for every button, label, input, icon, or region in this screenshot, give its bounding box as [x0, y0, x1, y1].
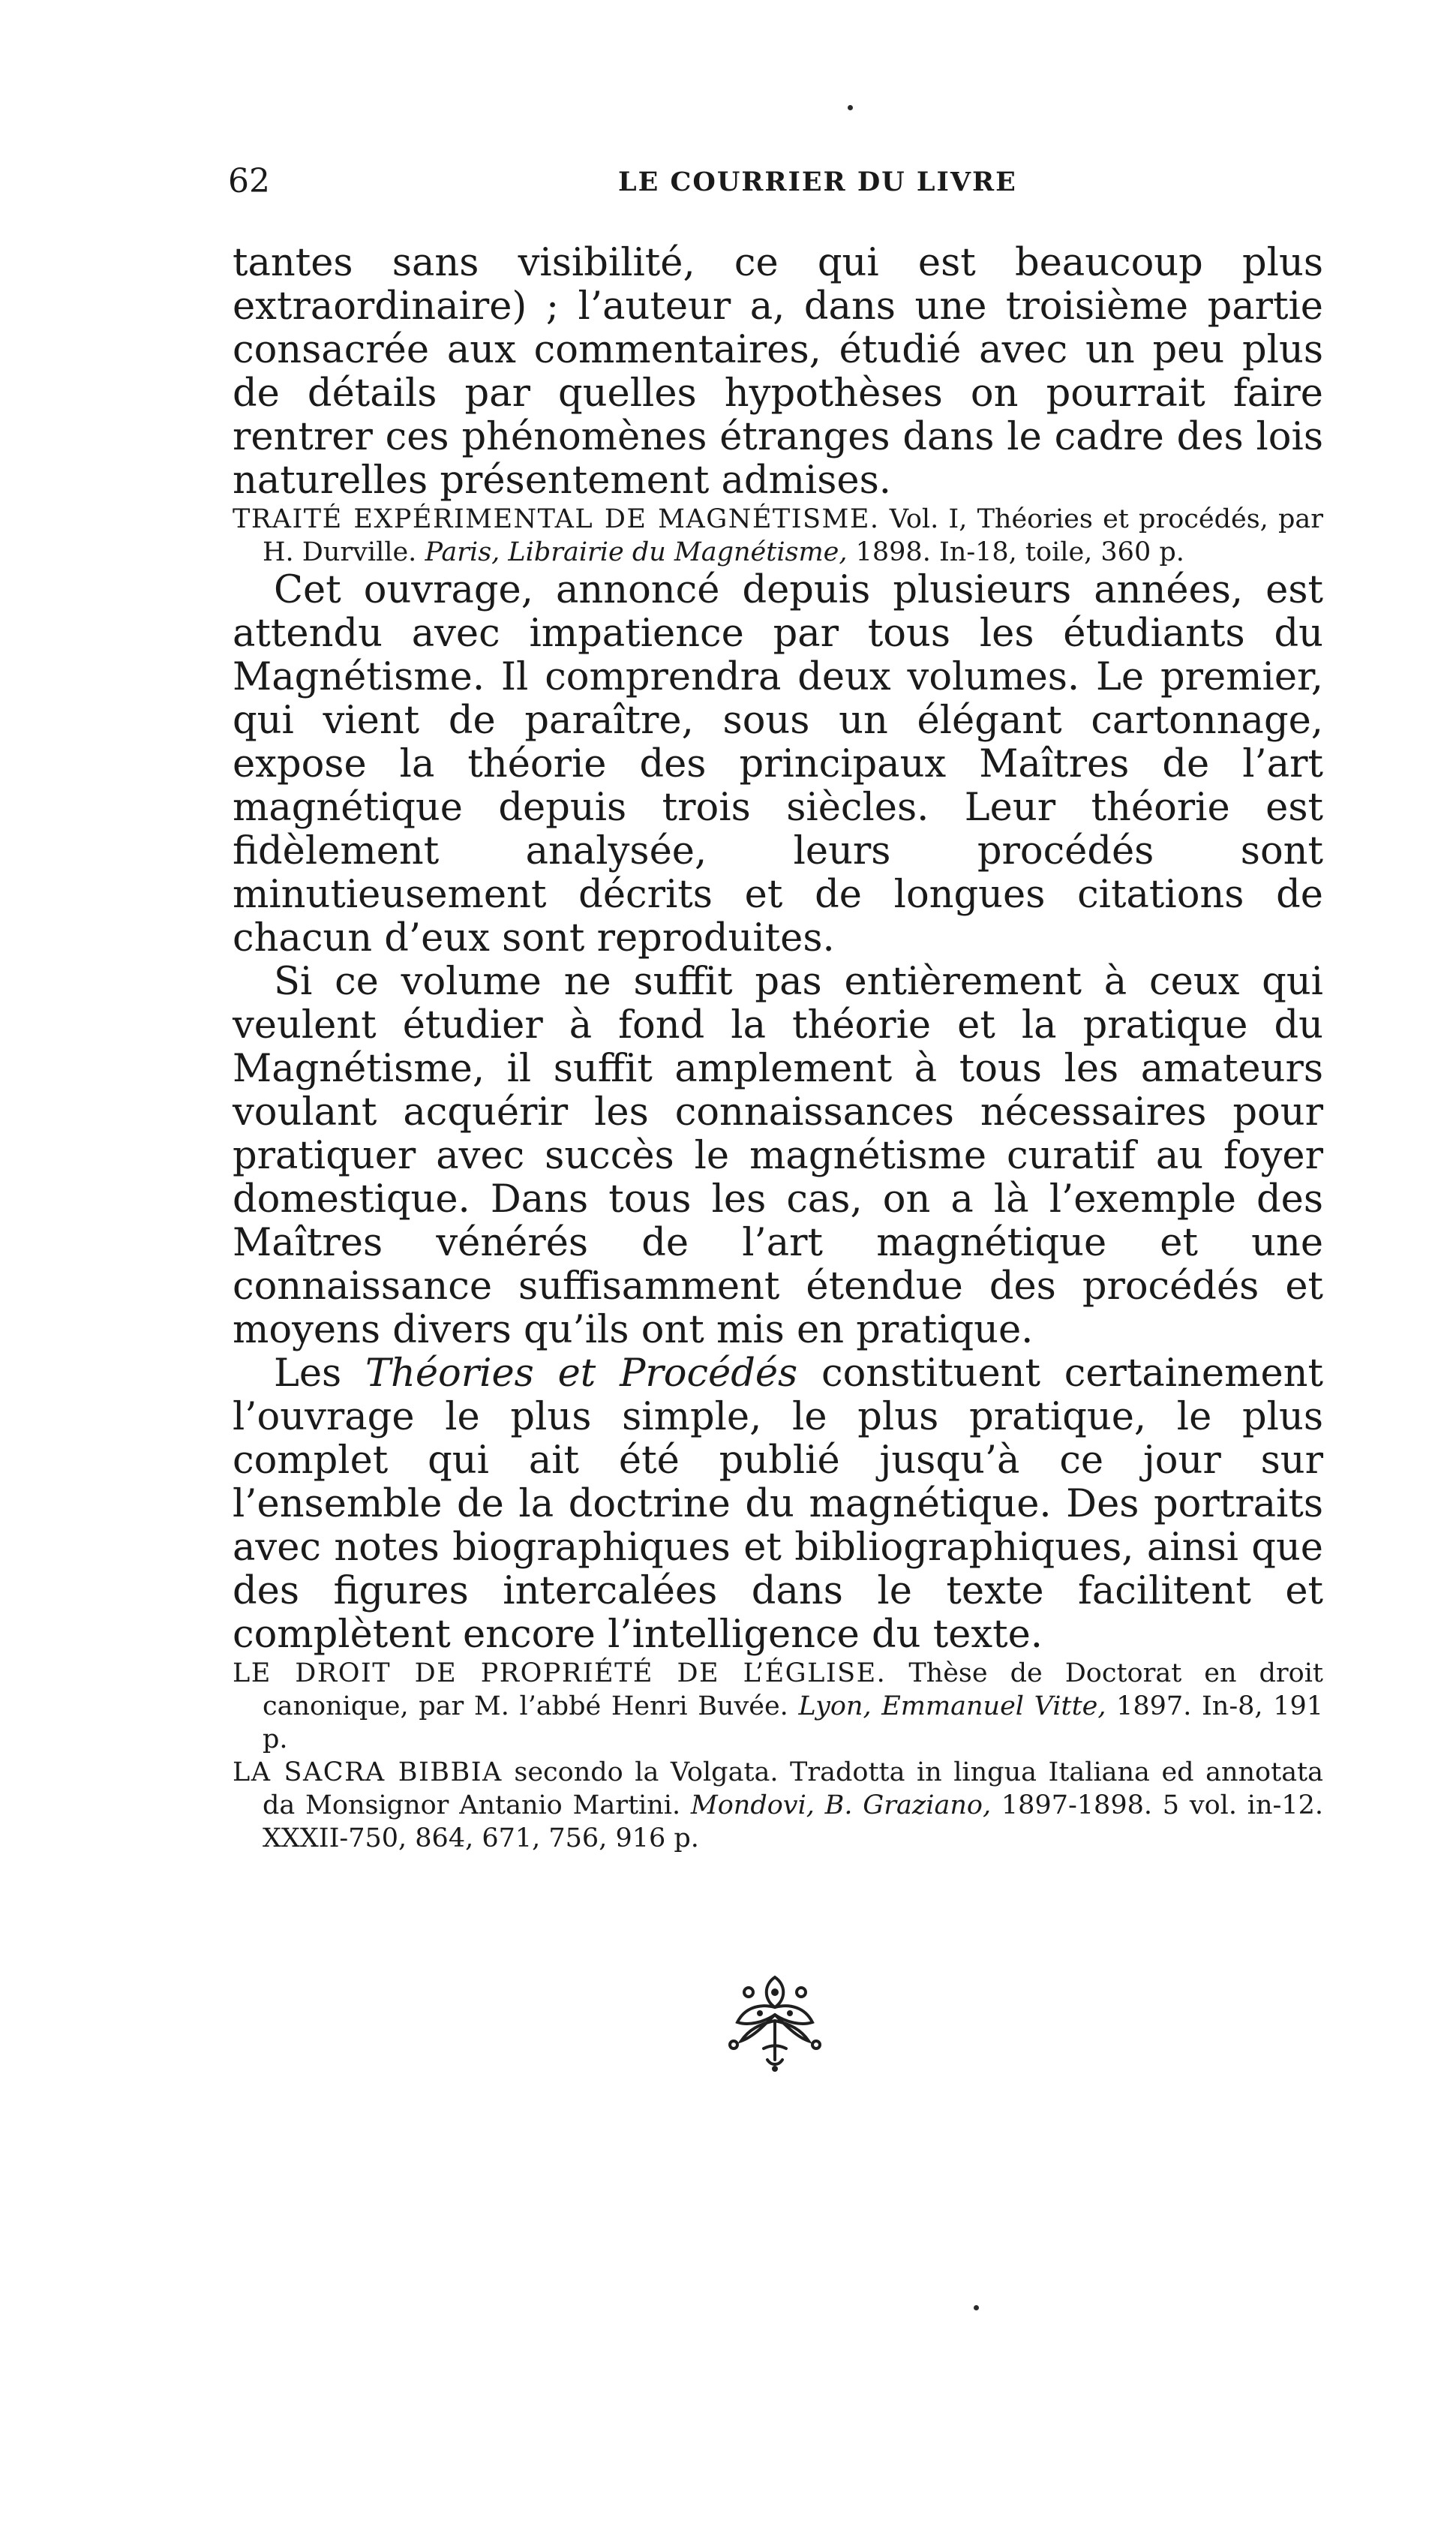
entry-title: TRAITÉ EXPÉRIMENTAL DE MAGNÉTISME.	[233, 504, 880, 534]
bibliographic-entry-droit	[233, 1657, 1323, 1756]
paragraph-review-3	[233, 1352, 1323, 1657]
running-title: LE COURRIER DU LIVRE	[618, 167, 1017, 197]
printed-speck	[848, 105, 853, 110]
page-number: 62	[228, 162, 270, 200]
body-text	[233, 242, 1323, 1855]
entry-publisher: Paris, Librairie du Magnétisme,	[425, 537, 848, 567]
bibliographic-entry-bibbia	[233, 1756, 1323, 1855]
bibliographic-entry-traite	[233, 503, 1323, 569]
printed-speck	[974, 2305, 979, 2310]
entry-publisher: Lyon, Emmanuel Vitte,	[798, 1691, 1106, 1721]
entry-details: secondo la Volgata. Tradotta in lingua Italiana ed annotata da Monsignor Antanio Martini.	[263, 1757, 1323, 1820]
entry-imprint: 1898. In-18, toile, 360 p.	[847, 537, 1184, 567]
paragraph-rest: constituent certainement l’ouvrage le plus simple, le plus pratique, le plus complet qui ait été publié jusqu’à ce jour sur l’ensemble de la doctrine du magnétique. Des portraits avec notes biographiques et bibliographiques, ainsi que des figures intercalées dans le texte facilitent et complètent encore l’intelligence du texte.	[233, 1351, 1323, 1657]
entry-imprint: 1897-1898. 5 vol. in-12. XXXII-750, 864, 671, 756, 916 p.	[263, 1790, 1323, 1853]
entry-details: Vol. I, Théories et procédés, par H. Durville.	[263, 504, 1323, 567]
paragraph-continuation: tantes sans visibilité, ce qui est beaucoup plus extraordinaire) ; l’auteur a, dans une troisième partie consacrée aux commentaires, étudié avec un peu plus de détails par quelles hypothèses on pourrait faire rentrer ces phénomènes étranges dans le cadre des lois naturelles présentement admises.	[233, 241, 1323, 503]
entry-imprint: 1897. In-8, 191 p.	[263, 1691, 1324, 1754]
entry-title: LE DROIT DE PROPRIÉTÉ DE L’ÉGLISE.	[233, 1658, 887, 1688]
entry-details: Thèse de Doctorat en droit canonique, par M. l’abbé Henri Buvée.	[263, 1658, 1323, 1721]
entry-publisher: Mondovi, B. Graziano,	[690, 1790, 992, 1820]
page-header	[228, 162, 1233, 207]
entry-title: LA SACRA BIBBIA	[233, 1757, 503, 1787]
paragraph-lead: Les	[274, 1351, 366, 1396]
floral-ornament-icon	[719, 1970, 831, 2075]
paragraph-review-2: Si ce volume ne suffit pas entièrement à ceux qui veulent étudier à fond la théorie et la pratique du Magnétisme, il suffit amplement à tous les amateurs voulant acquérir les connaissances nécessaires pour pratiquer avec succès le magnétisme curatif au foyer domestique. Dans tous les cas, on a là l’exemple des Maîtres vénérés de l’art magnétique et une connaissance suffisamment étendue des procédés et moyens divers qu’ils ont mis en pratique.	[233, 960, 1323, 1352]
book-title-italic: Théories et Procédés	[365, 1351, 798, 1396]
paragraph-review-1: Cet ouvrage, annoncé depuis plusieurs années, est attendu avec impatience par tous les étudiants du Magnétisme. Il comprendra deux volumes. Le premier, qui vient de paraître, sous un élégant cartonnage, expose la théorie des principaux Maîtres de l’art magnétique depuis trois siècles. Leur théorie est fidèlement analysée, leurs procédés sont minutieusement décrits et de longues citations de chacun d’eux sont reproduites.	[233, 568, 1323, 960]
